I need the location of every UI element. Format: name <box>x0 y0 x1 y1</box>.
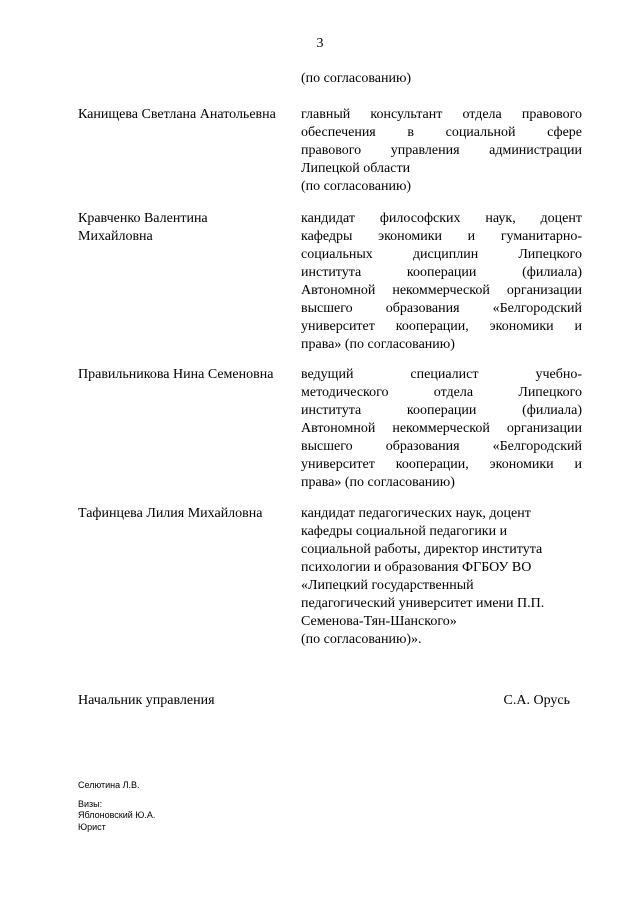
member-description-line: кафедры социальной педагогики и <box>301 524 508 539</box>
member-description-line: кандидат философских наук, доцент <box>301 211 582 226</box>
member-description-line: института кооперации (филиала) <box>301 265 582 280</box>
member-description-line: (по согласованию)». <box>301 632 422 647</box>
member-description-line: кафедры экономики и гуманитарно- <box>301 229 582 244</box>
member-description-line: (по согласованию) <box>301 179 412 194</box>
member-name <box>78 106 288 124</box>
member-description-line: социальной работы, директор института <box>301 542 543 557</box>
member-description-line: психологии и образования ФГБОУ ВО <box>301 560 532 575</box>
member-description-line: Семенова-Тян-Шанского» <box>301 614 457 629</box>
member-name <box>78 505 288 523</box>
member-description-line: социальных дисциплин Липецкого <box>301 247 582 262</box>
member-description-line: университет кооперации, экономики и <box>301 457 582 472</box>
page-number: 3 <box>316 36 324 51</box>
member-description-line: Автономной некоммерческой организации <box>301 421 582 436</box>
member-description-line: высшего образования «Белгородский <box>301 301 582 316</box>
member-description-line: права» (по согласованию) <box>301 475 455 490</box>
member-name-line: Тафинцева Лилия Михайловна <box>78 506 263 521</box>
member-description-line: правового управления администрации <box>301 143 582 158</box>
member-description-line: университет кооперации, экономики и <box>301 319 582 334</box>
member-description-line: права» (по согласованию) <box>301 337 455 352</box>
member-name <box>78 366 288 384</box>
member-description <box>301 505 582 649</box>
member-description-line: Автономной некоммерческой организации <box>301 283 582 298</box>
member-name <box>78 210 288 246</box>
member-name-line: Михайловна <box>78 229 153 244</box>
member-description <box>301 106 582 196</box>
member-description-line: Липецкой области <box>301 161 411 176</box>
visa-line: Яблоновский Ю.А. <box>78 810 156 820</box>
member-description-line: высшего образования «Белгородский <box>301 439 582 454</box>
signatory-position: Начальник управления <box>78 693 215 708</box>
member-description-line: кандидат педагогических наук, доцент <box>301 506 531 521</box>
member-name-line: Канищева Светлана Анатольевна <box>78 107 276 122</box>
member-name-line: Кравченко Валентина <box>78 211 208 226</box>
visas-label: Визы: <box>78 799 103 809</box>
member-description-line: методического отдела Липецкого <box>301 385 582 400</box>
member-description-line: «Липецкий государственный <box>301 578 474 593</box>
lead-text: (по согласованию) <box>301 71 412 86</box>
member-description-line: ведущий специалист учебно- <box>301 367 582 382</box>
member-description-line: института кооперации (филиала) <box>301 403 582 418</box>
member-description <box>301 366 582 492</box>
visa-line: Юрист <box>78 822 106 832</box>
member-description-line: главный консультант отдела правового <box>301 107 582 122</box>
member-description-line: педагогический университет имени П.П. <box>301 596 545 611</box>
member-name-line: Правильникова Нина Семеновна <box>78 367 274 382</box>
member-description-line: обеспечения в социальной сфере <box>301 125 582 140</box>
member-description <box>301 210 582 354</box>
signatory-name: С.А. Орусь <box>503 693 570 708</box>
executor-note: Селютина Л.В. <box>78 780 140 790</box>
